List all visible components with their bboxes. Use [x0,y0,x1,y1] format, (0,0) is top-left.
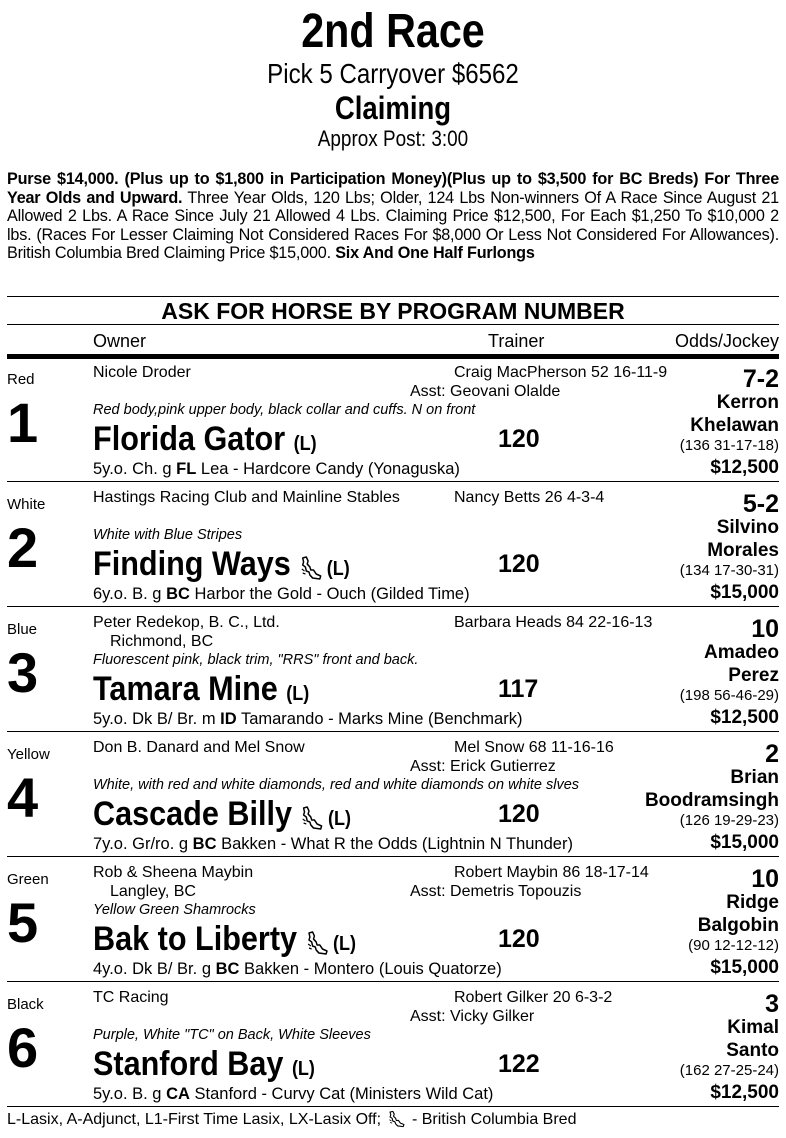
bred-code: BC [166,585,190,603]
weight: 117 [498,675,539,703]
owner-name: Hastings Racing Club and Mainline Stables [93,489,400,506]
trainer-name: Robert Gilker 20 6-3-2 [454,989,613,1006]
owner-name: TC Racing [93,989,169,1006]
sire-dam: Bakken - What R the Odds (Lightnin N Thunder) [216,835,573,853]
silks-description: Purple, White "TC" on Back, White Sleeves [93,1027,371,1043]
jockey-first-name: Kimal [727,1017,779,1038]
jockey-first-name: Silvino [716,517,779,538]
entry-row [7,359,779,482]
jockey-first-name: Kerron [716,392,779,413]
assistant-trainer: Asst: Erick Gutierrez [410,758,556,775]
owner-name: Don B. Danard and Mel Snow [93,739,305,756]
program-number: 5 [7,891,39,954]
entry-divider [7,606,779,608]
silks-description: White with Blue Stripes [93,527,243,543]
assistant-trainer: Asst: Vicky Gilker [410,1008,535,1025]
pedigree-age-sex: 6y.o. B. g [93,585,167,603]
assistant-trainer: Asst: Demetris Topouzis [410,883,582,900]
trainer-name: Nancy Betts 26 4-3-4 [454,489,605,506]
jockey-name [619,1016,779,1062]
assistant-trainer: Asst: Geovani Olalde [410,383,561,400]
pedigree [93,585,470,604]
claiming-price: $15,000 [710,582,779,603]
owner-name: Rob & Sheena Maybin [93,864,254,881]
jockey-stats: (134 17-30-31) [679,562,779,579]
bred-code: FL [176,460,197,478]
sire-dam: Lea - Hardcore Candy (Yonaguska) [196,460,460,478]
bc-bred-icon [300,550,323,576]
silks-description: Red body,pink upper body, black collar and cuffs. N on front [93,402,476,418]
claiming-price: $12,500 [710,457,779,478]
morning-line-odds: 10 [751,865,779,893]
conditions-distance: Six And One Half Furlongs [335,244,535,262]
jockey-last-name: Morales [707,540,779,561]
horse-name: Finding Ways [93,545,291,583]
horse-name-line [93,419,317,464]
jockey-last-name: Khelawan [690,415,779,436]
pedigree-age-sex: 5y.o. Ch. g [93,460,177,478]
entry-divider [7,731,779,733]
bred-code: BC [192,835,217,853]
program-number: 2 [7,516,39,579]
race-header [0,6,786,152]
jockey-stats: (126 19-29-23) [679,812,779,829]
ask-banner: ASK FOR HORSE BY PROGRAM NUMBER [7,296,779,325]
pedigree [93,835,573,854]
trainer-name: Craig MacPherson 52 16-11-9 [454,364,668,381]
race-title: 2nd Race [301,5,485,58]
jockey-last-name: Boodramsingh [644,790,779,811]
post-time: Approx Post: 3:00 [317,126,469,151]
claiming-price: $15,000 [710,957,779,978]
bc-map-icon [386,1111,408,1128]
medication: (L) [293,433,317,455]
morning-line-odds: 2 [765,740,779,768]
race-conditions [7,170,779,263]
sire-dam: Tamarando - Marks Mine (Benchmark) [236,710,523,728]
pedigree [93,710,522,729]
weight: 122 [498,1050,540,1078]
saddle-color: Green [7,871,49,888]
jockey-name [619,391,779,437]
claiming-price: $15,000 [710,832,779,853]
pedigree-age-sex: 5y.o. B. g [93,1085,167,1103]
entry-row [7,734,779,857]
horse-name-line [93,544,350,589]
bred-code: ID [220,710,237,728]
sire-dam: Harbor the Gold - Ouch (Gilded Time) [189,585,470,603]
saddle-color: Blue [7,621,38,638]
medication: (L) [291,1058,315,1080]
pedigree-age-sex: 7y.o. Gr/ro. g [93,835,193,853]
jockey-first-name: Amadeo [704,642,779,663]
silks-description: White, with red and white diamonds, red and white diamonds on white slves [93,777,580,793]
jockey-last-name: Perez [728,665,779,686]
jockey-stats: (136 31-17-18) [679,437,779,454]
column-headers [7,324,779,357]
horse-name-line [93,669,309,714]
entry-divider [7,481,779,483]
horse-name: Florida Gator [93,420,286,458]
pedigree [93,460,460,479]
bc-bred-icon [306,925,329,951]
program-number: 4 [7,766,39,829]
trainer-name: Barbara Heads 84 22-16-13 [454,614,653,631]
jockey-last-name: Balgobin [697,915,779,936]
jockey-name [619,641,779,687]
horse-name: Tamara Mine [93,670,278,708]
saddle-color: Black [7,996,44,1013]
sire-dam: Bakken - Montero (Louis Quatorze) [239,960,502,978]
program-number: 6 [7,1016,39,1079]
trainer-name: Robert Maybin 86 18-17-14 [454,864,649,881]
claiming-price: $12,500 [710,707,779,728]
footer-legend [7,1110,576,1130]
pedigree [93,960,502,979]
weight: 120 [498,800,540,828]
pedigree [93,1085,493,1104]
owner-name: Nicole Droder [93,364,191,381]
saddle-color: White [7,496,46,513]
saddle-color: Yellow [7,746,50,763]
medication: (L) [333,933,357,955]
pedigree-age-sex: 4y.o. Dk B/ Br. g [93,960,216,978]
horse-name-line [93,794,351,839]
program-number: 3 [7,641,39,704]
bred-code: BC [215,960,240,978]
silks-description: Fluorescent pink, black trim, "RRS" front and back. [93,652,419,668]
jockey-stats: (90 12-12-12) [688,937,779,954]
entry-row [7,609,779,732]
morning-line-odds: 3 [765,990,779,1018]
jockey-stats: (162 27-25-24) [679,1062,779,1079]
horse-name: Cascade Billy [93,795,293,833]
morning-line-odds: 7-2 [742,365,779,393]
entry-divider [7,1106,779,1108]
horse-name-line [93,1044,315,1089]
race-type: Claiming [334,90,452,126]
owner-location: Langley, BC [110,883,196,900]
weight: 120 [498,425,540,453]
legend-text: L-Lasix, A-Adjunct, L1-First Time Lasix, LX-Lasix Off; [7,1111,382,1129]
horse-name-line [93,919,356,964]
jockey-last-name: Santo [726,1040,779,1061]
morning-line-odds: 5-2 [742,490,779,518]
entry-row [7,859,779,982]
medication: (L) [286,683,310,705]
bc-legend-text: - British Columbia Bred [411,1111,577,1129]
bred-code: CA [166,1085,190,1103]
entry-divider [7,856,779,858]
trainer-column-header: Trainer [488,331,545,351]
carryover: Pick 5 Carryover $6562 [267,58,519,89]
pedigree-age-sex: 5y.o. Dk B/ Br. m [93,710,221,728]
owner-location: Richmond, BC [110,633,214,650]
jockey-name [619,891,779,937]
entry-row [7,984,779,1107]
horse-name: Bak to Liberty [93,920,298,958]
owner-name: Peter Redekop, B. C., Ltd. [93,614,280,631]
entry-row [7,484,779,607]
entry-divider [7,981,779,983]
medication: (L) [328,808,352,830]
trainer-name: Mel Snow 68 11-16-16 [454,739,614,756]
jockey-name [619,766,779,812]
jockey-name [619,516,779,562]
jockey-stats: (198 56-46-29) [679,687,779,704]
weight: 120 [498,550,540,578]
weight: 120 [498,925,540,953]
morning-line-odds: 10 [751,615,779,643]
program-number: 1 [7,391,39,454]
jockey-first-name: Ridge [726,892,779,913]
bc-bred-icon [301,800,324,826]
odds-jockey-column-header: Odds/Jockey [674,331,779,351]
owner-column-header: Owner [93,331,147,351]
medication: (L) [326,558,350,580]
silks-description: Yellow Green Shamrocks [93,902,256,918]
saddle-color: Red [7,371,35,388]
claiming-price: $12,500 [710,1082,779,1103]
conditions-body: Three Year Olds, 120 Lbs; Older, 124 Lbs Non-winners Of A Race Since August 21 Allowed 2 Lbs. A Race Since July 21 Allowed 4 Lbs. Claiming Price $12,500, For Each $1,250 To $10,000 2 lbs. (Races For Lesser Claiming Not Considered Races For $8,000 Or Less Not Considered For Allowances). British Columbia Bred Claiming Price $15,000. [7,188,779,262]
conditions-bold-start: Purse $14,000. (Plus up to $1,800 in Participation Money)(Plus up to $3,500 for BC Breds) For Three Year Olds and Upward. [7,170,779,207]
sire-dam: Stanford - Curvy Cat (Ministers Wild Cat) [189,1085,494,1103]
jockey-first-name: Brian [730,767,779,788]
horse-name: Stanford Bay [93,1045,284,1083]
